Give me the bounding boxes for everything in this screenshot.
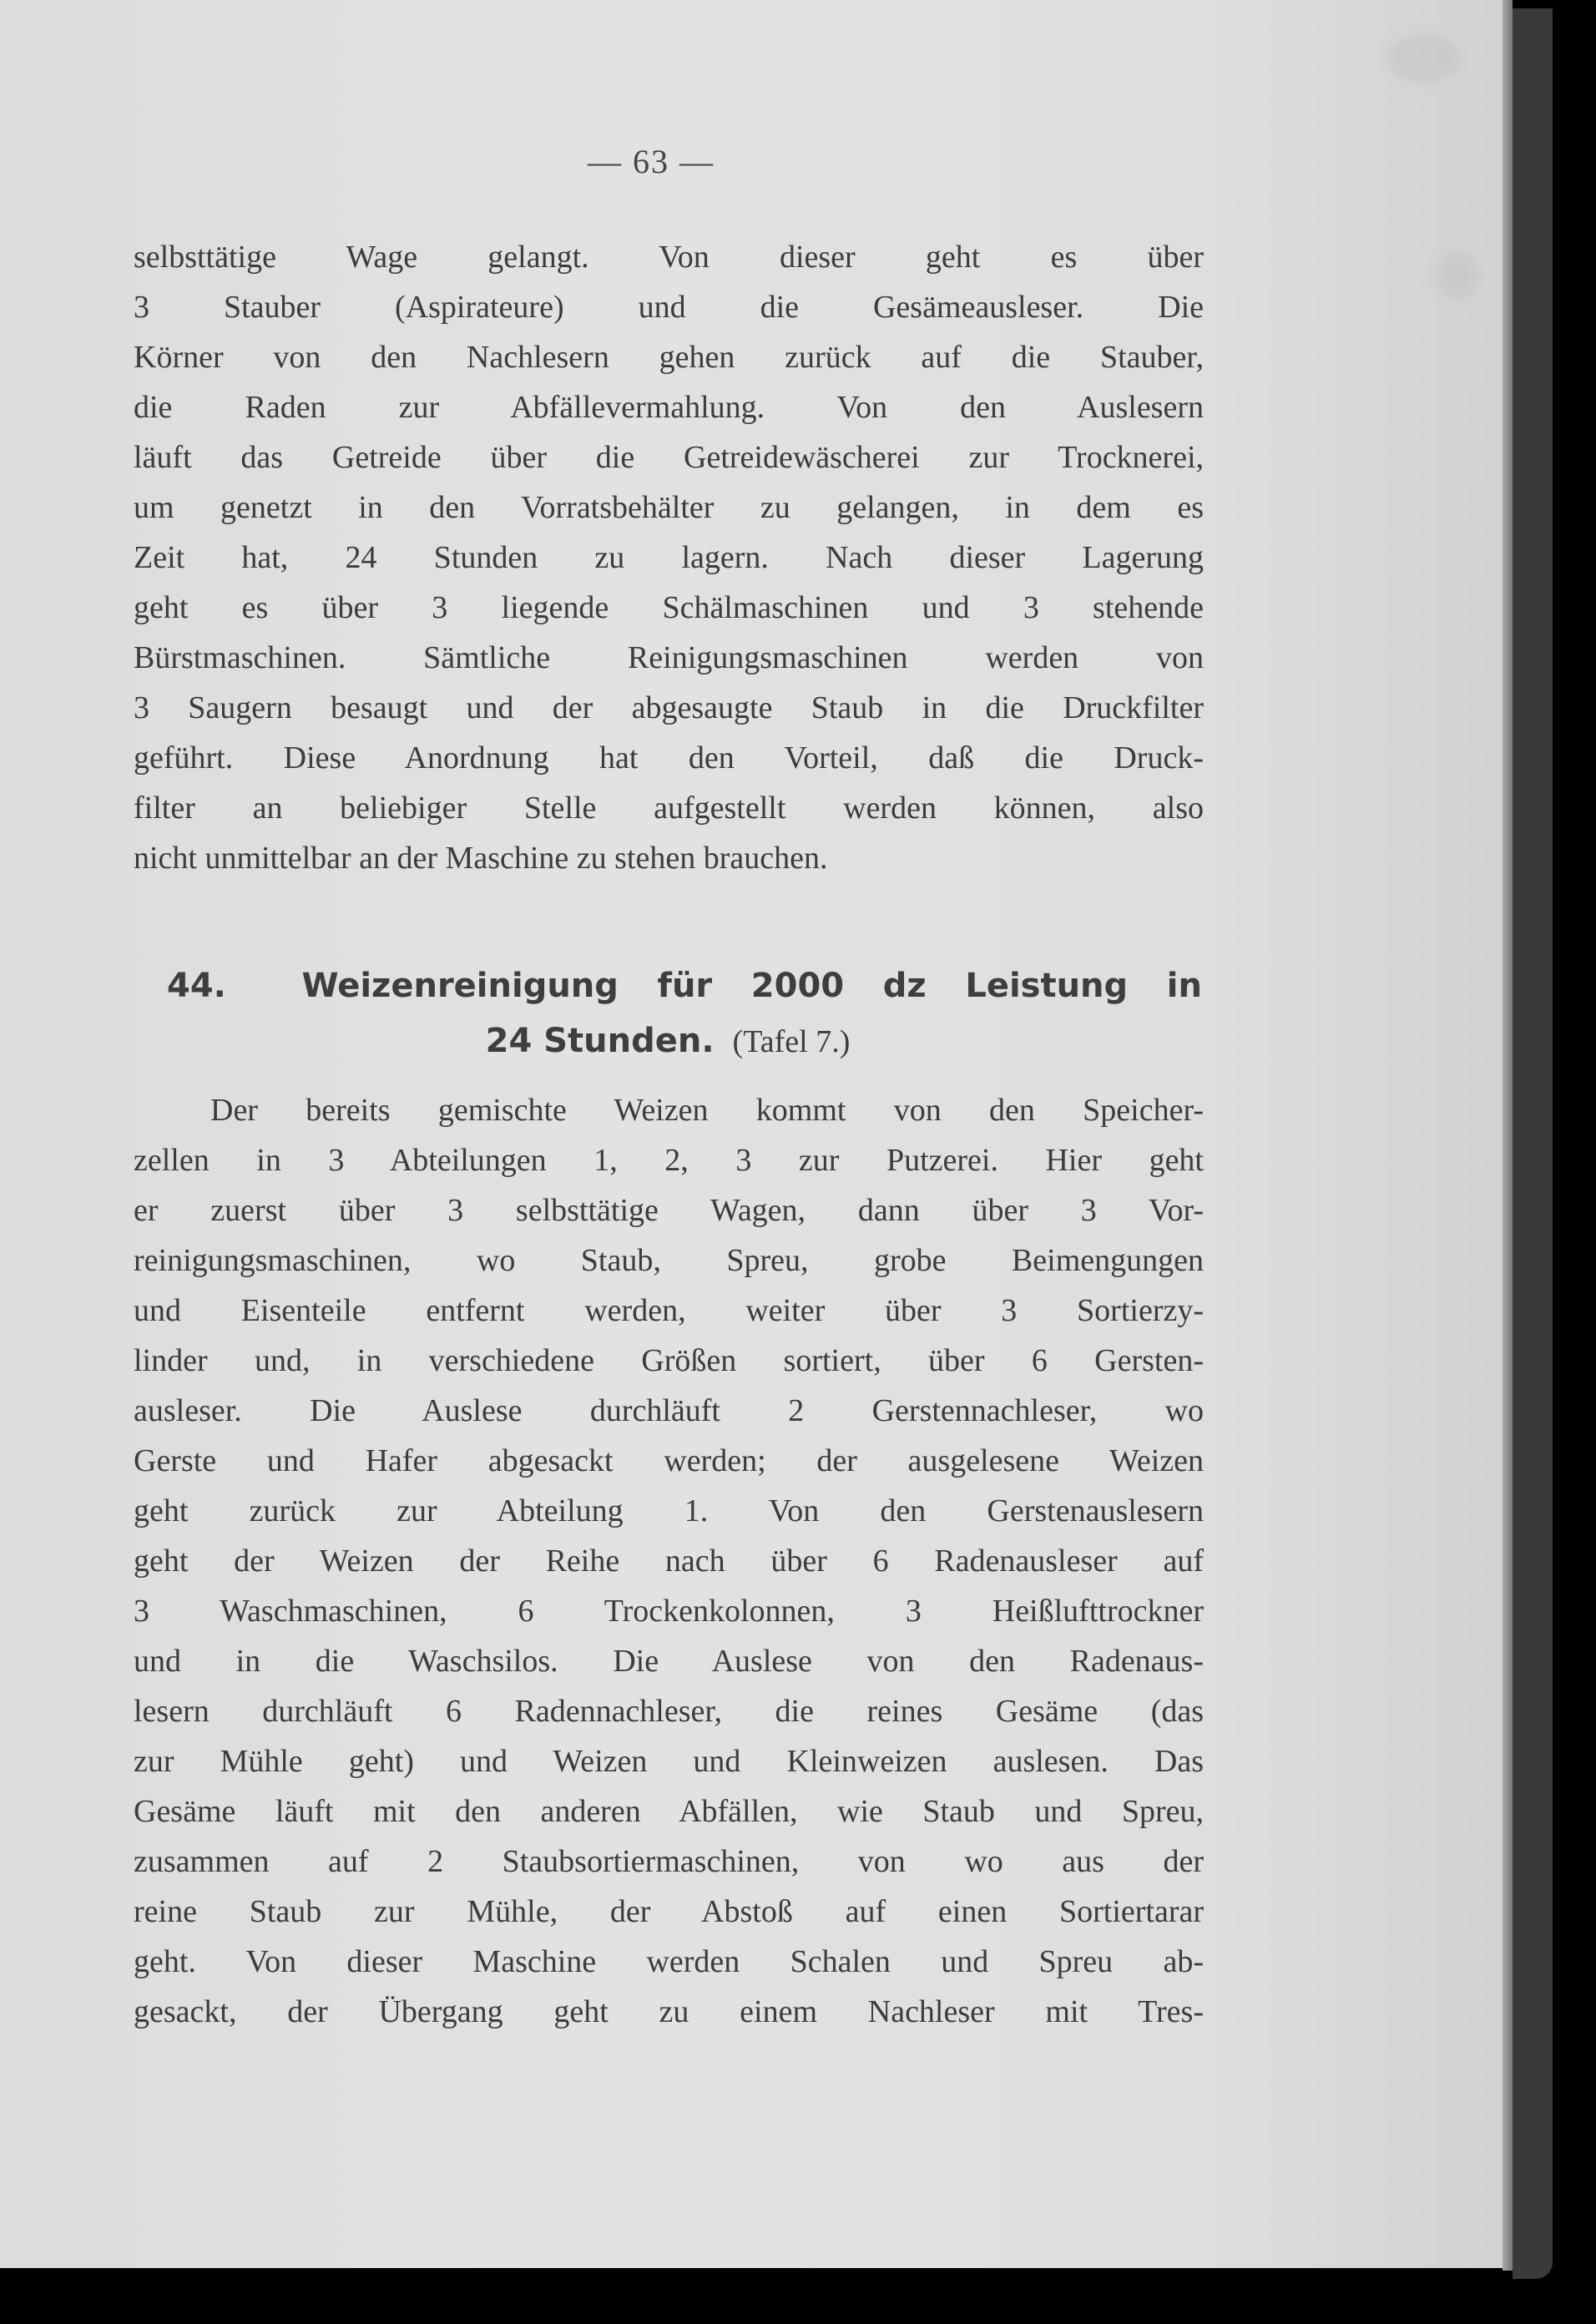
text-line: und Eisenteile entfernt werden, weiter über 3 Sortierzy- (134, 1293, 1204, 1328)
section-number: 44. (167, 967, 226, 1005)
section-title-part-1: Weizenreinigung für 2000 dz Leistung in (301, 967, 1202, 1005)
text-line: Zeit hat, 24 Stunden zu lagern. Nach dieser Lagerung (134, 540, 1204, 575)
plate-reference: (Tafel 7.) (732, 1024, 851, 1059)
text-line: die Raden zur Abfällevermahlung. Von den Auslesern (134, 390, 1204, 425)
text-line: und in die Waschsilos. Die Auslese von den Radenaus- (134, 1644, 1204, 1679)
text-line: Gerste und Hafer abgesackt werden; der ausgelesene Weizen (134, 1443, 1204, 1478)
text-line: selbsttätige Wage gelangt. Von dieser geht es über (134, 240, 1204, 275)
section-title-part-2: 24 Stunden. (485, 1022, 715, 1060)
text-line: Körner von den Nachlesern gehen zurück auf die Stauber, (134, 340, 1204, 375)
text-line: ausleser. Die Auslese durchläuft 2 Gerstennachleser, wo (134, 1393, 1204, 1428)
text-line: geht. Von dieser Maschine werden Schalen und Spreu ab- (134, 1944, 1204, 1979)
text-line: geführt. Diese Anordnung hat den Vorteil, daß die Druck- (134, 740, 1204, 776)
text-line: 3 Saugern besaugt und der abgesaugte Staub in die Druckfilter (134, 690, 1204, 725)
text-line: zur Mühle geht) und Weizen und Kleinweizen auslesen. Das (134, 1744, 1204, 1779)
text-line: 3 Stauber (Aspirateure) und die Gesämeausleser. Die (134, 290, 1204, 325)
text-line: reine Staub zur Mühle, der Abstoß auf einen Sortiertarar (134, 1894, 1204, 1929)
page-number: — 63 — (588, 143, 715, 180)
text-line: um genetzt in den Vorratsbehälter zu gelangen, in dem es (134, 490, 1204, 525)
text-line: lesern durchläuft 6 Radennachleser, die reines Gesäme (das (134, 1694, 1204, 1729)
text-line: Bürstmaschinen. Sämtliche Reinigungsmaschinen werden von (134, 640, 1204, 675)
text-line: geht es über 3 liegende Schälmaschinen und 3 stehende (134, 590, 1204, 625)
paragraph-continuation (134, 232, 1204, 883)
text-line: er zuerst über 3 selbsttätige Wagen, dann über 3 Vor- (134, 1193, 1204, 1228)
text-line: geht zurück zur Abteilung 1. Von den Gerstenauslesern (134, 1493, 1204, 1528)
text-line: geht der Weizen der Reihe nach über 6 Radenausleser auf (134, 1543, 1204, 1579)
text-line: Gesäme läuft mit den anderen Abfällen, wie Staub und Spreu, (134, 1794, 1204, 1829)
text-line: Der bereits gemischte Weizen kommt von den Speicher- (210, 1093, 1204, 1128)
text-line: zellen in 3 Abteilungen 1, 2, 3 zur Putzerei. Hier geht (134, 1143, 1204, 1178)
text-line: filter an beliebiger Stelle aufgestellt werden können, also (134, 791, 1204, 826)
text-line: reinigungsmaschinen, wo Staub, Spreu, grobe Beimengungen (134, 1243, 1204, 1278)
text-line: linder und, in verschiedene Größen sortiert, über 6 Gersten- (134, 1343, 1204, 1378)
paper-stain (1386, 33, 1461, 83)
text-line: 3 Waschmaschinen, 6 Trockenkolonnen, 3 Heißlufttrockner (134, 1594, 1204, 1629)
text-line: gesackt, der Übergang geht zu einem Nachleser mit Tres- (134, 1994, 1204, 2029)
section-paragraph (134, 1085, 1204, 2037)
section-heading (167, 958, 1202, 1069)
text-line: läuft das Getreide über die Getreidewäscherei zur Trocknerei, (134, 440, 1204, 475)
book-binding (1513, 8, 1553, 2279)
paper-stain (1436, 250, 1477, 301)
text-line: nicht unmittelbar an der Maschine zu stehen brauchen. (134, 841, 828, 876)
heading-line-2 (167, 1013, 1202, 1069)
text-line: zusammen auf 2 Staubsortiermaschinen, von wo aus der (134, 1844, 1204, 1879)
page-edge (1503, 0, 1513, 2271)
heading-line-1 (167, 958, 1202, 1013)
